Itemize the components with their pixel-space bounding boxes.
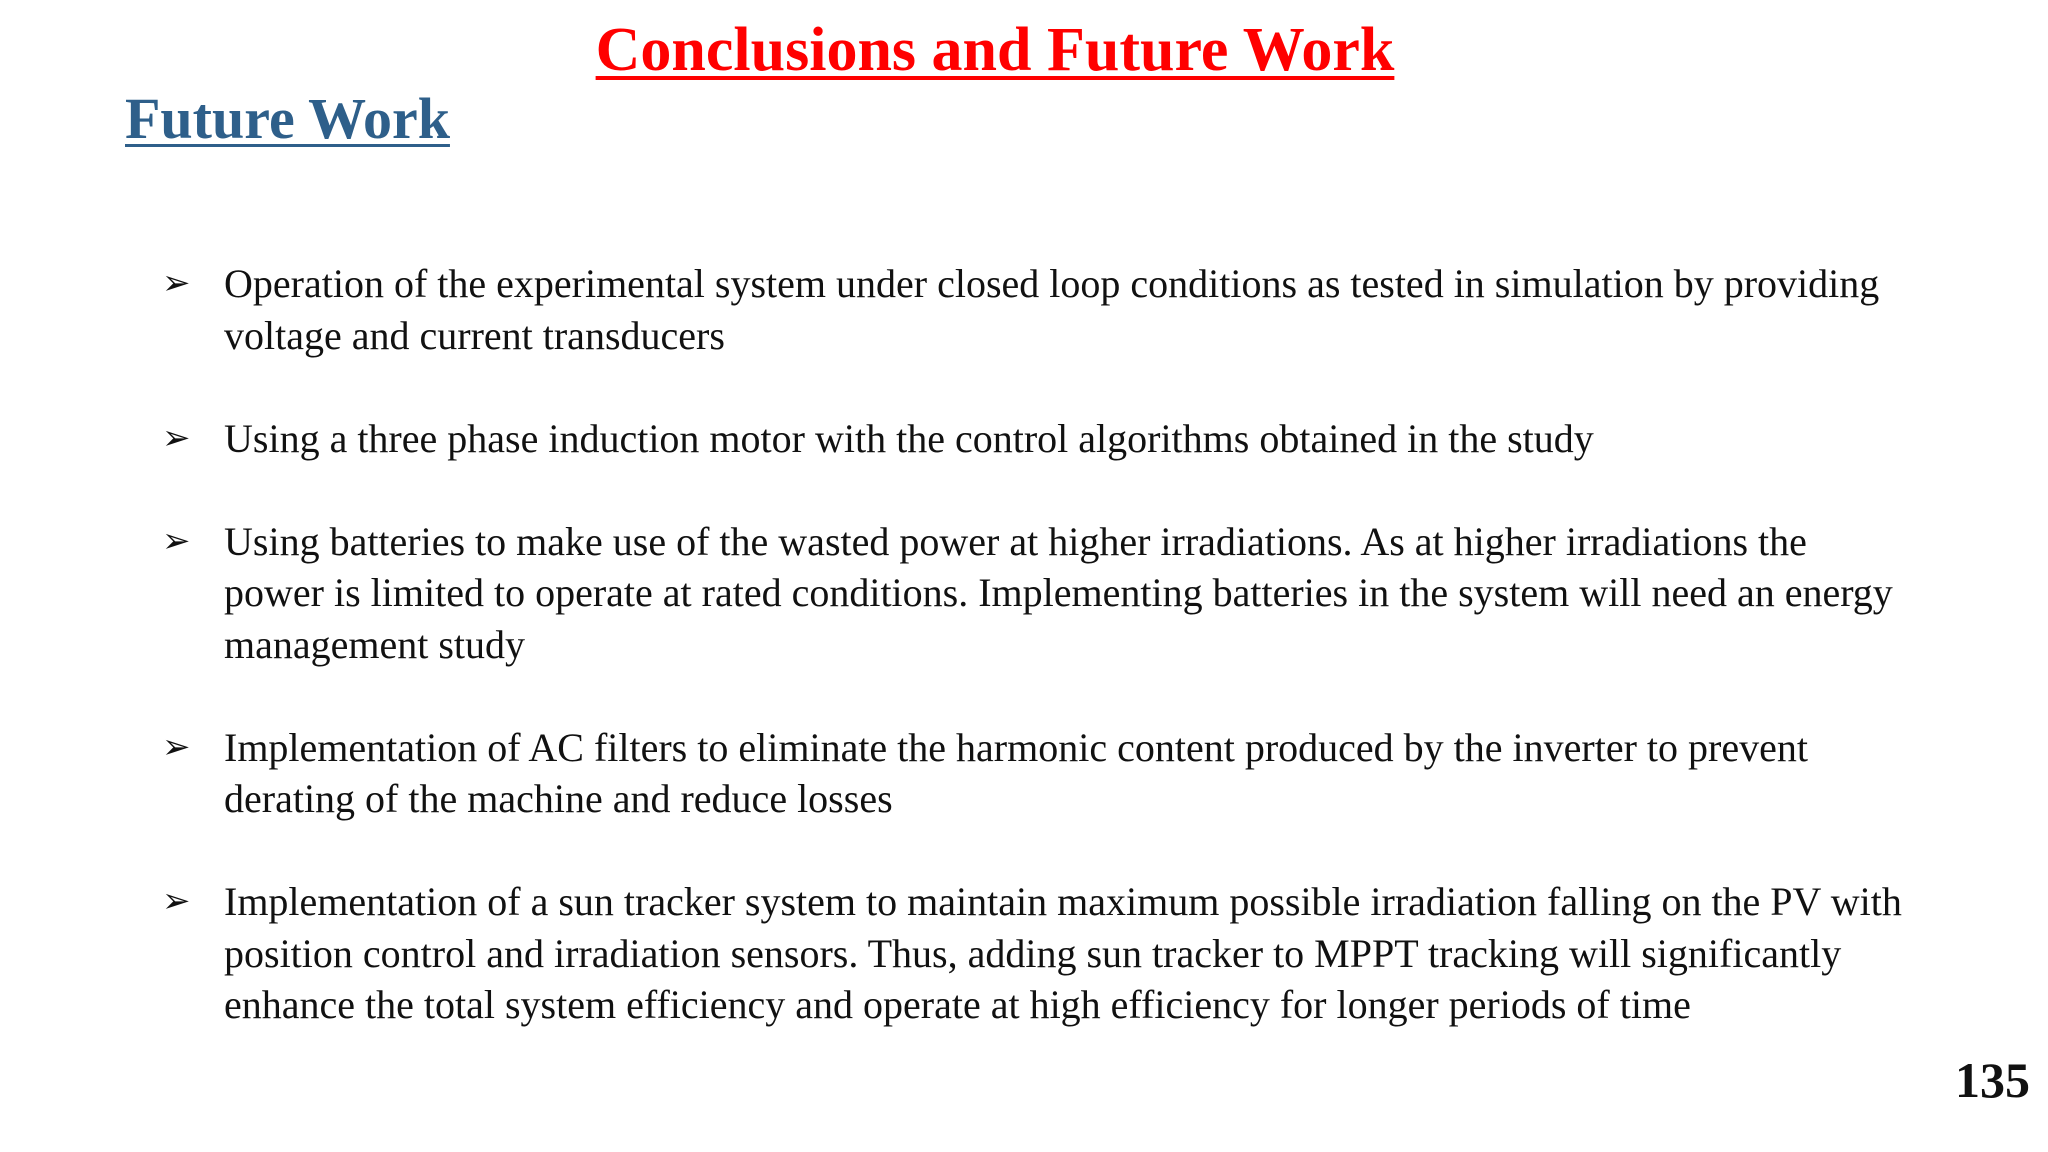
arrow-bullet-icon: ➢ xyxy=(162,417,191,458)
list-item xyxy=(162,516,1902,671)
arrow-bullet-icon: ➢ xyxy=(162,520,191,561)
bullet-text: Using batteries to make use of the wasted power at higher irradiations. As at higher irradiations the power is limited to operate at rated conditions. Implementing batteries in the system will need an energy management study xyxy=(224,518,1893,667)
section-heading: Future Work xyxy=(125,86,450,151)
bullet-text: Operation of the experimental system under closed loop conditions as tested in simulation by providing voltage and current transducers xyxy=(224,261,1880,358)
bullet-list xyxy=(162,258,1902,1082)
list-item xyxy=(162,258,1902,361)
slide-title: Conclusions and Future Work xyxy=(595,16,1395,84)
list-item xyxy=(162,876,1902,1031)
arrow-bullet-icon: ➢ xyxy=(162,881,191,921)
bullet-text: Implementation of a sun tracker system to maintain maximum possible irradiation falling on the PV with position control and irradiation sensors. Thus, adding sun tracker to MPPT tracking will significantly enhance the total system efficiency and operate at high efficiency for longer periods of time xyxy=(224,879,1902,1027)
bullet-text: Using a three phase induction motor with the control algorithms obtained in the study xyxy=(224,415,1594,461)
arrow-bullet-icon: ➢ xyxy=(162,263,191,303)
bullet-text: Implementation of AC filters to eliminate the harmonic content produced by the inverter to prevent derating of the machine and reduce losses xyxy=(224,724,1808,821)
page-number: 135 xyxy=(1955,1052,2030,1108)
list-item xyxy=(162,413,1902,465)
list-item xyxy=(162,722,1902,825)
arrow-bullet-icon: ➢ xyxy=(162,726,191,767)
